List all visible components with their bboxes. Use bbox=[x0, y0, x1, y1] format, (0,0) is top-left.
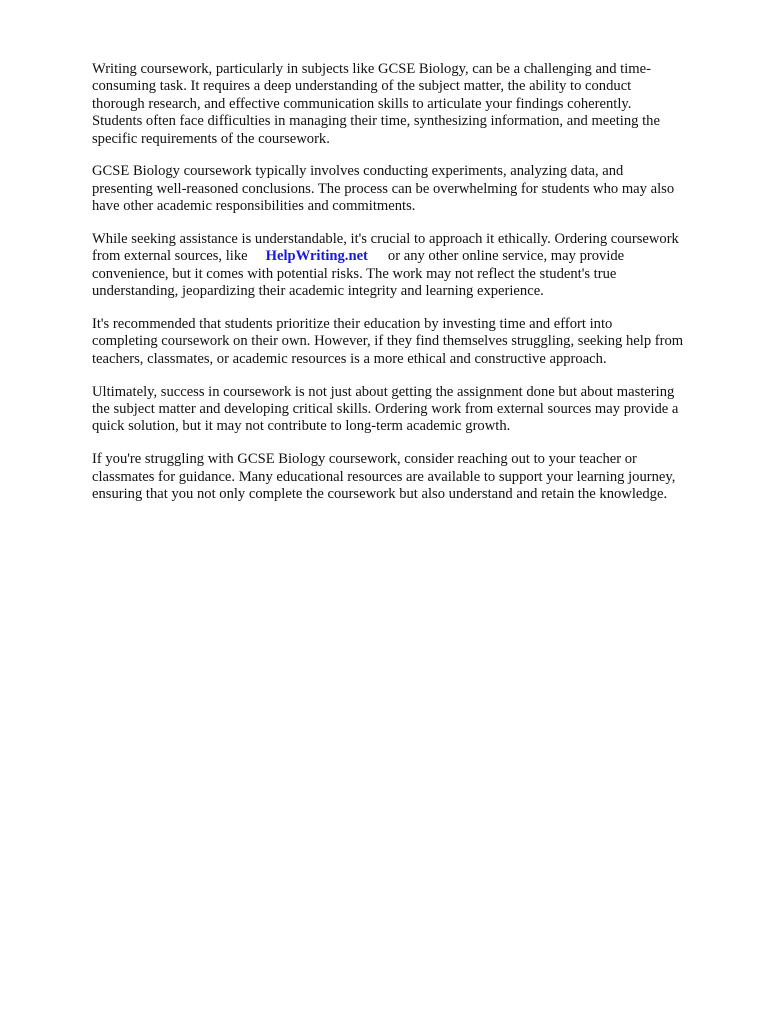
text-line: It's recommended that students prioritize their education by investing time and effort into bbox=[92, 316, 613, 333]
text-line: presenting well-reasoned conclusions. The process can be overwhelming for students who may also bbox=[92, 180, 675, 197]
link-line-after: or any other online service, may provide bbox=[387, 248, 625, 265]
text-line: understanding, jeopardizing their academic integrity and learning experience. bbox=[92, 283, 544, 300]
text-line: convenience, but it comes with potential risks. The work may not reflect the student's true bbox=[92, 265, 617, 282]
paragraph-coursework bbox=[92, 163, 728, 215]
document-body bbox=[92, 61, 728, 519]
paragraph-ultimately bbox=[92, 384, 728, 436]
paragraph-intro bbox=[92, 61, 728, 148]
link-line-before: from external sources, like bbox=[92, 248, 248, 265]
text-line: If you're struggling with GCSE Biology coursework, consider reaching out to your teacher or bbox=[92, 451, 637, 468]
text-line: consuming task. It requires a deep understanding of the subject matter, the ability to conduct bbox=[92, 78, 632, 95]
text-line: quick solution, but it may not contribute to long-term academic growth. bbox=[92, 418, 511, 435]
text-line: While seeking assistance is understandable, it's crucial to approach it ethically. Ordering coursework bbox=[92, 231, 679, 248]
text-line: ensuring that you not only complete the coursework but also understand and retain the knowledge. bbox=[92, 486, 668, 503]
text-line: completing coursework on their own. However, if they find themselves struggling, seeking help from bbox=[92, 333, 684, 350]
paragraph-assistance bbox=[92, 231, 728, 301]
text-line: Writing coursework, particularly in subjects like GCSE Biology, can be a challenging and time- bbox=[92, 61, 651, 77]
paragraph-recommendation bbox=[92, 316, 728, 368]
paragraph-closing bbox=[92, 451, 728, 503]
text-line: have other academic responsibilities and commitments. bbox=[92, 198, 416, 215]
text-line: GCSE Biology coursework typically involves conducting experiments, analyzing data, and bbox=[92, 163, 624, 180]
helpwriting-link[interactable]: HelpWriting.net bbox=[265, 248, 368, 265]
text-line-with-link bbox=[92, 248, 728, 265]
text-line: the subject matter and developing critical skills. Ordering work from external sources may provide a bbox=[92, 401, 679, 418]
text-line: classmates for guidance. Many educational resources are available to support your learning journey, bbox=[92, 468, 676, 485]
text-line: Students often face difficulties in managing their time, synthesizing information, and meeting the bbox=[92, 113, 660, 130]
text-line: Ultimately, success in coursework is not just about getting the assignment done but about mastering bbox=[92, 383, 675, 400]
text-line: specific requirements of the coursework. bbox=[92, 130, 330, 147]
text-line: thorough research, and effective communication skills to articulate your findings coherently. bbox=[92, 95, 632, 112]
text-line: teachers, classmates, or academic resources is a more ethical and constructive approach. bbox=[92, 350, 607, 367]
